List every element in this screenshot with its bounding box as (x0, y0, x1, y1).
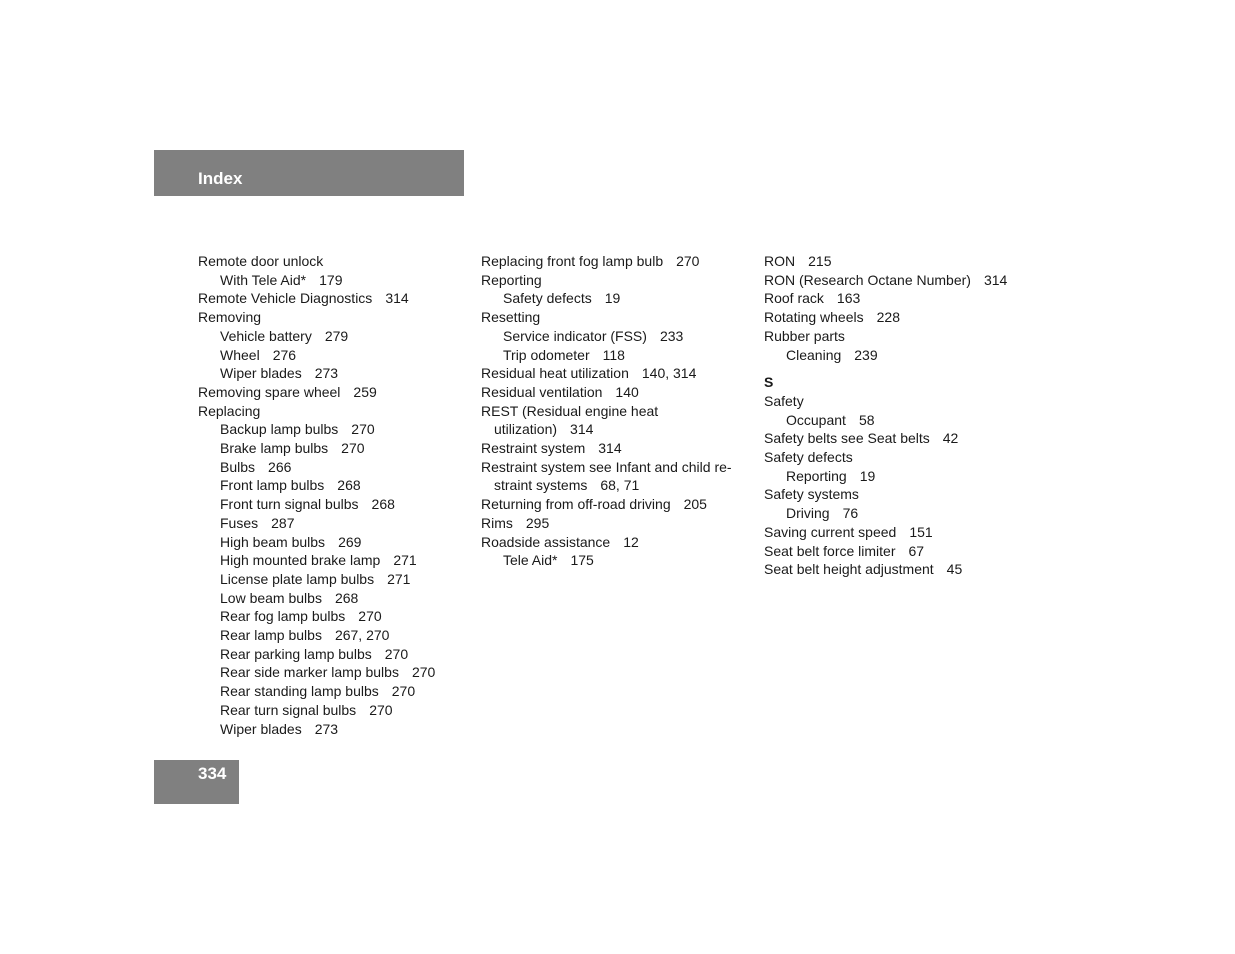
index-term: High beam bulbs (220, 533, 326, 550)
index-entry (764, 392, 1034, 411)
index-entry (481, 439, 743, 458)
index-page-ref[interactable]: 151 (909, 523, 933, 540)
index-term: Replacing (198, 402, 261, 419)
index-term: RON (Research Octane Number) (764, 271, 971, 288)
index-subentry (198, 570, 468, 589)
index-page-ref[interactable]: 228 (876, 309, 900, 326)
index-page-ref[interactable]: 179 (319, 271, 343, 288)
index-page-ref[interactable]: 269 (338, 533, 362, 550)
index-page-ref[interactable]: 58 (858, 411, 875, 428)
index-page-ref[interactable]: 267, 270 (334, 627, 390, 644)
index-page-ref[interactable]: 314 (983, 271, 1008, 288)
index-page-ref[interactable]: 273 (314, 720, 339, 737)
index-entry (764, 327, 1034, 346)
index-header-bar (154, 150, 464, 196)
index-term: Rear parking lamp bulbs (220, 645, 372, 662)
index-entry (481, 495, 743, 514)
index-term: Driving (786, 505, 830, 522)
index-term: High mounted brake lamp (220, 552, 381, 569)
index-page-ref[interactable]: 205 (683, 496, 707, 513)
index-entry (764, 308, 1034, 327)
index-subentry (198, 364, 468, 383)
index-subentry (198, 514, 468, 533)
index-term: License plate lamp bulbs (220, 570, 375, 587)
index-subentry (198, 720, 468, 739)
index-term: Removing (198, 309, 262, 326)
index-term: Residual ventilation (481, 383, 603, 400)
index-subentry (198, 626, 468, 645)
index-page-ref[interactable]: 140, 314 (641, 365, 697, 382)
index-entry (481, 252, 743, 271)
index-term: Replacing front fog lamp bulb (481, 253, 664, 269)
index-subentry (198, 346, 468, 365)
index-page-ref[interactable]: 270 (358, 608, 382, 625)
index-entry (764, 289, 1034, 308)
index-term: Front lamp bulbs (220, 477, 325, 494)
index-page-ref[interactable]: 19 (859, 467, 876, 484)
index-term: Safety defects (764, 449, 853, 466)
index-term: Seat belt force limiter (764, 542, 896, 559)
index-term: Safety belts see Seat belts (764, 430, 930, 447)
index-column-2 (481, 252, 743, 570)
index-term: Rear lamp bulbs (220, 627, 322, 644)
index-subentry (198, 533, 468, 552)
index-term: Reporting (786, 467, 847, 484)
index-term: Saving current speed (764, 523, 897, 540)
index-term: Bulbs (220, 458, 256, 475)
index-entry (481, 533, 743, 552)
index-page-ref[interactable]: 279 (324, 327, 349, 344)
index-term: Removing spare wheel (198, 383, 341, 400)
index-column-1 (198, 252, 468, 738)
index-page-ref[interactable]: 270 (351, 421, 375, 438)
index-entry (764, 542, 1034, 561)
index-term: Residual heat utilization (481, 365, 629, 382)
index-term: Backup lamp bulbs (220, 421, 339, 438)
index-entry (764, 271, 1034, 290)
index-subentry (198, 420, 468, 439)
index-subentry (198, 607, 468, 626)
index-subentry (481, 551, 743, 570)
index-term: Restraint system see Infant and child re-straint systems (481, 458, 732, 494)
index-subentry (198, 439, 468, 458)
index-term: Vehicle battery (220, 327, 312, 344)
index-subentry (198, 495, 468, 514)
index-page-ref[interactable]: 118 (602, 346, 625, 363)
index-entry (481, 308, 743, 327)
index-term: Occupant (786, 411, 846, 428)
index-page-ref[interactable]: 314 (598, 440, 622, 457)
index-entry (764, 485, 1034, 504)
index-term: Rotating wheels (764, 309, 864, 326)
index-page-ref[interactable]: 271 (393, 552, 417, 569)
index-entry (764, 448, 1034, 467)
index-entry (764, 429, 1034, 448)
index-term: Rear standing lamp bulbs (220, 683, 379, 700)
index-page-ref[interactable]: 67 (908, 542, 925, 559)
index-page-ref[interactable]: 287 (271, 514, 295, 531)
index-entry (481, 402, 743, 439)
index-page-ref[interactable]: 270 (369, 701, 393, 718)
index-page-ref[interactable]: 42 (942, 430, 959, 447)
index-term: Rubber parts (764, 327, 845, 344)
page-number: 334 (198, 764, 227, 783)
index-subentry (198, 271, 468, 290)
index-subentry (198, 327, 468, 346)
index-letter-heading: S (764, 374, 774, 391)
index-page-ref[interactable]: 12 (623, 533, 639, 550)
index-page-ref[interactable]: 268 (334, 589, 359, 606)
index-subentry (198, 682, 468, 701)
index-page-ref[interactable]: 215 (808, 253, 832, 269)
index-entry (764, 560, 1034, 579)
index-term: With Tele Aid* (220, 271, 307, 288)
index-term: Safety defects (503, 290, 592, 307)
index-subentry (198, 663, 468, 682)
page-title: Index (198, 169, 243, 188)
index-term: Tele Aid* (503, 552, 558, 569)
index-term: Service indicator (FSS) (503, 327, 647, 344)
index-entry (198, 402, 468, 421)
index-term: Rear side marker lamp bulbs (220, 664, 399, 681)
index-subentry (481, 327, 743, 346)
index-term: Safety (764, 392, 804, 409)
index-page-ref[interactable]: 233 (659, 327, 684, 344)
index-page-ref[interactable]: 239 (854, 346, 878, 363)
index-term: Wheel (220, 346, 260, 363)
index-entry (481, 458, 743, 495)
index-term: Remote door unlock (198, 253, 324, 269)
index-entry (481, 383, 743, 402)
index-term: Brake lamp bulbs (220, 440, 329, 457)
index-entry (764, 523, 1034, 542)
index-page-ref[interactable]: 175 (570, 552, 594, 569)
index-term: Returning from off-road driving (481, 496, 671, 513)
index-subentry (764, 411, 1034, 430)
index-term: Fuses (220, 514, 259, 531)
index-term: Cleaning (786, 346, 842, 363)
index-page-ref[interactable]: 163 (836, 290, 861, 307)
index-page-ref[interactable]: 19 (604, 290, 621, 307)
index-subentry (764, 504, 1034, 523)
index-page-ref[interactable]: 270 (341, 440, 365, 457)
index-term: Remote Vehicle Diagnostics (198, 290, 373, 307)
index-term: Rear turn signal bulbs (220, 701, 357, 718)
index-page-ref[interactable]: 76 (842, 505, 859, 522)
index-entry (481, 364, 743, 383)
index-term: Rear fog lamp bulbs (220, 608, 346, 625)
index-page-ref[interactable]: 259 (353, 383, 377, 400)
index-subentry (764, 467, 1034, 486)
index-term: Safety systems (764, 486, 859, 503)
index-entry (764, 252, 1034, 271)
index-subentry (481, 346, 743, 365)
index-page-ref[interactable]: 266 (268, 458, 292, 475)
index-term: Rims (481, 514, 513, 531)
index-page-ref[interactable]: 270 (411, 664, 436, 681)
index-term: Wiper blades (220, 365, 302, 382)
index-page-ref[interactable]: 140 (615, 383, 639, 400)
index-term: Resetting (481, 309, 541, 326)
index-page-ref[interactable]: 68, 71 (600, 477, 640, 494)
index-term: Low beam bulbs (220, 589, 322, 606)
index-page-ref[interactable]: 268 (371, 496, 395, 513)
index-page-ref[interactable]: 268 (337, 477, 361, 494)
index-term: Seat belt height adjustment (764, 561, 934, 578)
index-term: Trip odometer (503, 346, 590, 363)
index-column-3 (764, 252, 1034, 579)
index-term: Restraint system (481, 440, 586, 457)
index-subentry (198, 645, 468, 664)
index-term: RON (764, 253, 796, 269)
index-page-ref[interactable]: 270 (384, 645, 409, 662)
index-term: Wiper blades (220, 720, 302, 737)
index-page-ref[interactable]: 270 (676, 253, 700, 269)
index-page-ref[interactable]: 270 (391, 683, 416, 700)
index-page-ref[interactable]: 314 (570, 421, 594, 438)
index-page-ref[interactable]: 45 (946, 561, 963, 578)
index-entry (198, 252, 468, 271)
index-subentry (198, 458, 468, 477)
index-page-ref[interactable]: 273 (314, 365, 339, 382)
index-subentry (198, 476, 468, 495)
page-number-box (154, 760, 239, 804)
index-subentry (198, 551, 468, 570)
index-term: Roadside assistance (481, 533, 611, 550)
index-subentry (198, 701, 468, 720)
index-entry (481, 271, 743, 290)
index-term: Reporting (481, 271, 542, 288)
index-page-ref[interactable]: 271 (387, 570, 411, 587)
index-subentry (481, 289, 743, 308)
index-page-ref[interactable]: 295 (525, 514, 550, 531)
index-entry (198, 308, 468, 327)
index-entry (198, 383, 468, 402)
index-term: Roof rack (764, 290, 824, 307)
index-subentry (764, 346, 1034, 365)
index-page-ref[interactable]: 276 (272, 346, 297, 363)
index-term: Front turn signal bulbs (220, 496, 359, 513)
index-entry (481, 514, 743, 533)
index-entry (198, 289, 468, 308)
index-subentry (198, 589, 468, 608)
index-page-ref[interactable]: 314 (385, 290, 409, 307)
index-term: REST (Residual engine heat utilization) (481, 402, 659, 438)
